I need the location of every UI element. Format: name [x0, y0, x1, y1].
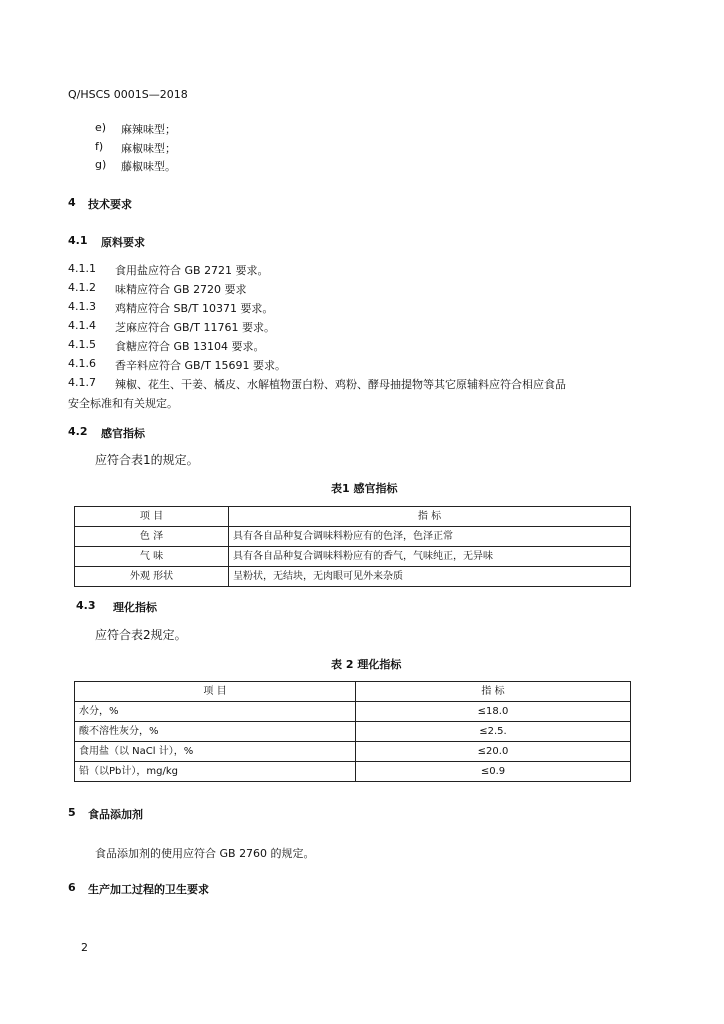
list-item-marker: e): [95, 121, 107, 134]
table-cell: ≤2.5.: [356, 722, 631, 742]
table-cell: 铅（以Pb计），mg/kg: [75, 762, 356, 782]
table-row: [75, 547, 631, 567]
table-cell: 气 味: [75, 547, 229, 567]
clause-text: 鸡精应符合 SB/T 10371 要求。: [115, 302, 274, 315]
table-row: [75, 742, 631, 762]
table-header-cell: 项 目: [75, 682, 356, 702]
section-number: 5: [68, 806, 76, 819]
clause-text: 芝麻应符合 GB/T 11761 要求。: [115, 321, 275, 334]
table-caption: 表1 感官指标: [331, 482, 398, 495]
table-header-cell: 项 目: [75, 507, 229, 527]
table-cell: ≤0.9: [356, 762, 631, 782]
table-header-cell: 指 标: [356, 682, 631, 702]
table-cell: 外观 形状: [75, 567, 229, 587]
list-item: 麻椒味型；: [121, 142, 176, 155]
clause-number: 4.1.4: [68, 319, 96, 332]
table-row: [75, 722, 631, 742]
table-caption: 表 2 理化指标: [331, 658, 402, 671]
clause-text: 食糖应符合 GB 13104 要求。: [115, 340, 265, 353]
section-text: 食品添加剂的使用应符合 GB 2760 的规定。: [95, 847, 315, 860]
section-number: 6: [68, 881, 76, 894]
table-cell: ≤18.0: [356, 702, 631, 722]
section-number: 4.1: [68, 234, 88, 247]
clause-text-continued: 安全标准和有关规定。: [68, 397, 178, 410]
section-number: 4.2: [68, 425, 88, 438]
section-number: 4.3: [76, 599, 96, 612]
table-row: [75, 702, 631, 722]
table-cell: 具有各自品种复合调味料粉应有的色泽，色泽正常: [229, 527, 631, 547]
section-title: 生产加工过程的卫生要求: [88, 883, 209, 896]
clause-number: 4.1.1: [68, 262, 96, 275]
clause-number: 4.1.7: [68, 376, 96, 389]
clause-text: 味精应符合 GB 2720 要求: [115, 283, 247, 296]
table-row: [75, 527, 631, 547]
list-item: 麻辣味型；: [121, 123, 176, 136]
table-cell: 色 泽: [75, 527, 229, 547]
table-header-row: [75, 507, 631, 527]
table-cell: 酸不溶性灰分，%: [75, 722, 356, 742]
table-cell: 呈粉状，无结块，无肉眼可见外来杂质: [229, 567, 631, 587]
clause-number: 4.1.2: [68, 281, 96, 294]
clause-text: 香辛料应符合 GB/T 15691 要求。: [115, 359, 286, 372]
clause-number: 4.1.6: [68, 357, 96, 370]
list-item: 藤椒味型。: [121, 160, 176, 173]
table-cell: 具有各自品种复合调味料粉应有的香气，气味纯正，无异味: [229, 547, 631, 567]
table-cell: 食用盐（以 NaCl 计），%: [75, 742, 356, 762]
page-number: 2: [81, 941, 88, 954]
section-title: 理化指标: [113, 601, 157, 614]
section-intro: 应符合表2规定。: [95, 628, 187, 642]
clause-text: 食用盐应符合 GB 2721 要求。: [115, 264, 269, 277]
section-title: 原料要求: [101, 236, 145, 249]
table-header-cell: 指 标: [229, 507, 631, 527]
table-cell: 水分，%: [75, 702, 356, 722]
sensory-table: [74, 506, 631, 587]
standard-code: Q/HSCS 0001S—2018: [68, 88, 188, 101]
table-row: [75, 762, 631, 782]
table-row: [75, 567, 631, 587]
table-header-row: [75, 682, 631, 702]
physicochemical-table: [74, 681, 631, 782]
list-item-marker: g): [95, 158, 107, 171]
clause-number: 4.1.5: [68, 338, 96, 351]
section-intro: 应符合表1的规定。: [95, 453, 199, 467]
clause-text: 辣椒、花生、干姜、橘皮、水解植物蛋白粉、鸡粉、酵母抽提物等其它原辅料应符合相应食品: [115, 378, 566, 391]
table-cell: ≤20.0: [356, 742, 631, 762]
section-number: 4: [68, 196, 76, 209]
list-item-marker: f): [95, 140, 104, 153]
section-title: 食品添加剂: [88, 808, 143, 821]
clause-number: 4.1.3: [68, 300, 96, 313]
section-title: 感官指标: [101, 427, 145, 440]
section-title: 技术要求: [88, 198, 132, 211]
